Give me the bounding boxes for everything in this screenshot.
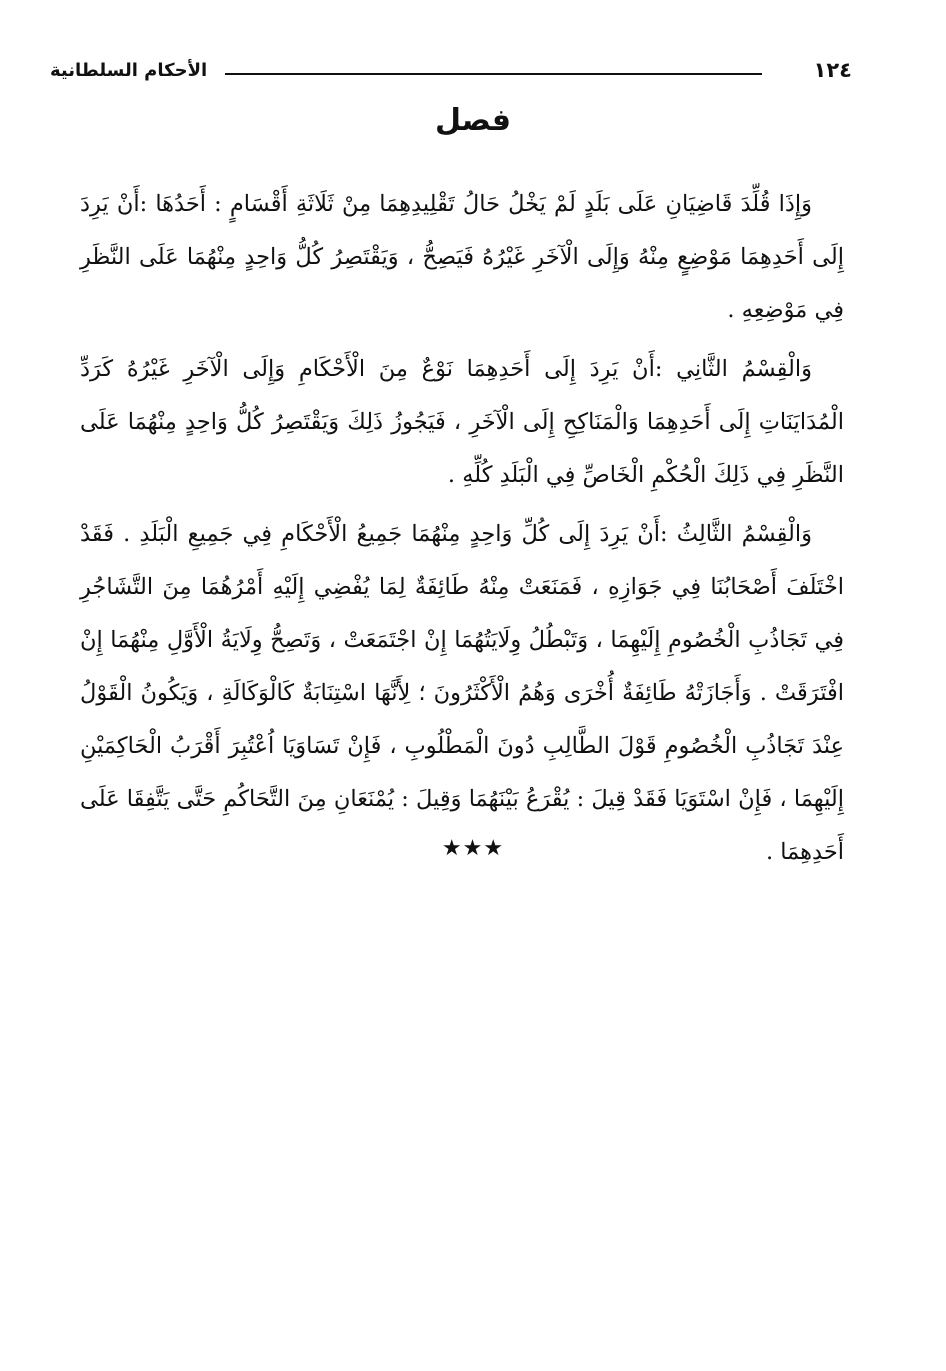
section-end-ornament: ★★★ bbox=[441, 836, 505, 861]
page-header bbox=[50, 58, 852, 92]
body-text bbox=[80, 178, 844, 879]
section-title: فصل bbox=[435, 103, 511, 138]
paragraph-2: وَالْقِسْمُ الثَّانِي :أَنْ يَرِدَ إِلَى أَحَدِهِمَا نَوْعٌ مِنَ الْأَحْكَامِ وَإِلَى الْآخَرِ غَيْرُهُ كَرَدِّ الْمُدَايَنَاتِ إِلَى أَحَدِهِمَا وَالْمَنَاكِحِ إِلَى الْآخَرِ ، فَيَجُوزُ ذَلِكَ وَيَقْتَصِرُ كُلُّ وَاحِدٍ مِنْهُمَا عَلَى النَّظَرِ فِي ذَلِكَ الْحُكْمِ الْخَاصِّ فِي الْبَلَدِ كُلِّهِ . bbox=[80, 356, 844, 488]
paragraph-3: وَالْقِسْمُ الثَّالِثُ :أَنْ يَرِدَ إِلَى كُلِّ وَاحِدٍ مِنْهُمَا جَمِيعُ الْأَحْكَامِ فِي جَمِيعِ الْبَلَدِ . فَقَدْ اخْتَلَفَ أَصْحَابُنَا فِي جَوَازِهِ ، فَمَنَعَتْ مِنْهُ طَائِفَةٌ لِمَا يُفْضِي إِلَيْهِ أَمْرُهُمَا مِنَ التَّشَاجُرِ فِي تَجَاذُبِ الْخُصُومِ إِلَيْهِمَا ، وَتَبْطُلُ وِلَايَتُهُمَا إِنْ اجْتَمَعَتْ ، وَتَصِحُّ وِلَايَةُ الْأَوَّلِ مِنْهُمَا إِنْ افْتَرَقَتْ . وَأَجَازَتْهُ طَائِفَةٌ أُخْرَى وَهُمُ الْأَكْثَرُونَ ؛ لِأَنَّهَا اسْتِنَابَةٌ كَالْوَكَالَةِ ، وَيَكُونُ الْقَوْلُ عِنْدَ تَجَاذُبِ الْخُصُومِ قَوْلَ الطَّالِبِ دُونَ الْمَطْلُوبِ ، فَإِنْ تَسَاوَيَا اُعْتُبِرَ أَقْرَبُ الْحَاكِمَيْنِ إِلَيْهِمَا ، فَإِنْ اسْتَوَيَا فَقَدْ قِيلَ : يُقْرَعُ بَيْنَهُمَا وَقِيلَ : يُمْنَعَانِ مِنَ التَّحَاكُمِ حَتَّى يَتَّفِقَا عَلَى أَحَدِهِمَا . bbox=[80, 521, 844, 865]
page-number: ١٢٤ bbox=[813, 58, 852, 82]
header-rule bbox=[225, 73, 762, 75]
paragraph-1: وَإِذَا قُلِّدَ قَاضِيَانِ عَلَى بَلَدٍ لَمْ يَخْلُ حَالُ تَقْلِيدِهِمَا مِنْ ثَلَاثَةِ أَقْسَامٍ : أَحَدُهَا :أَنْ يَرِدَ إِلَى أَحَدِهِمَا مَوْضِعٍ مِنْهُ وَإِلَى الْآخَرِ غَيْرُهُ فَيَصِحُّ ، وَيَقْتَصِرُ كُلُّ وَاحِدٍ مِنْهُمَا عَلَى النَّظَرِ فِي مَوْضِعِهِ . bbox=[80, 191, 844, 323]
running-title: الأحكام السلطانية bbox=[50, 60, 208, 81]
